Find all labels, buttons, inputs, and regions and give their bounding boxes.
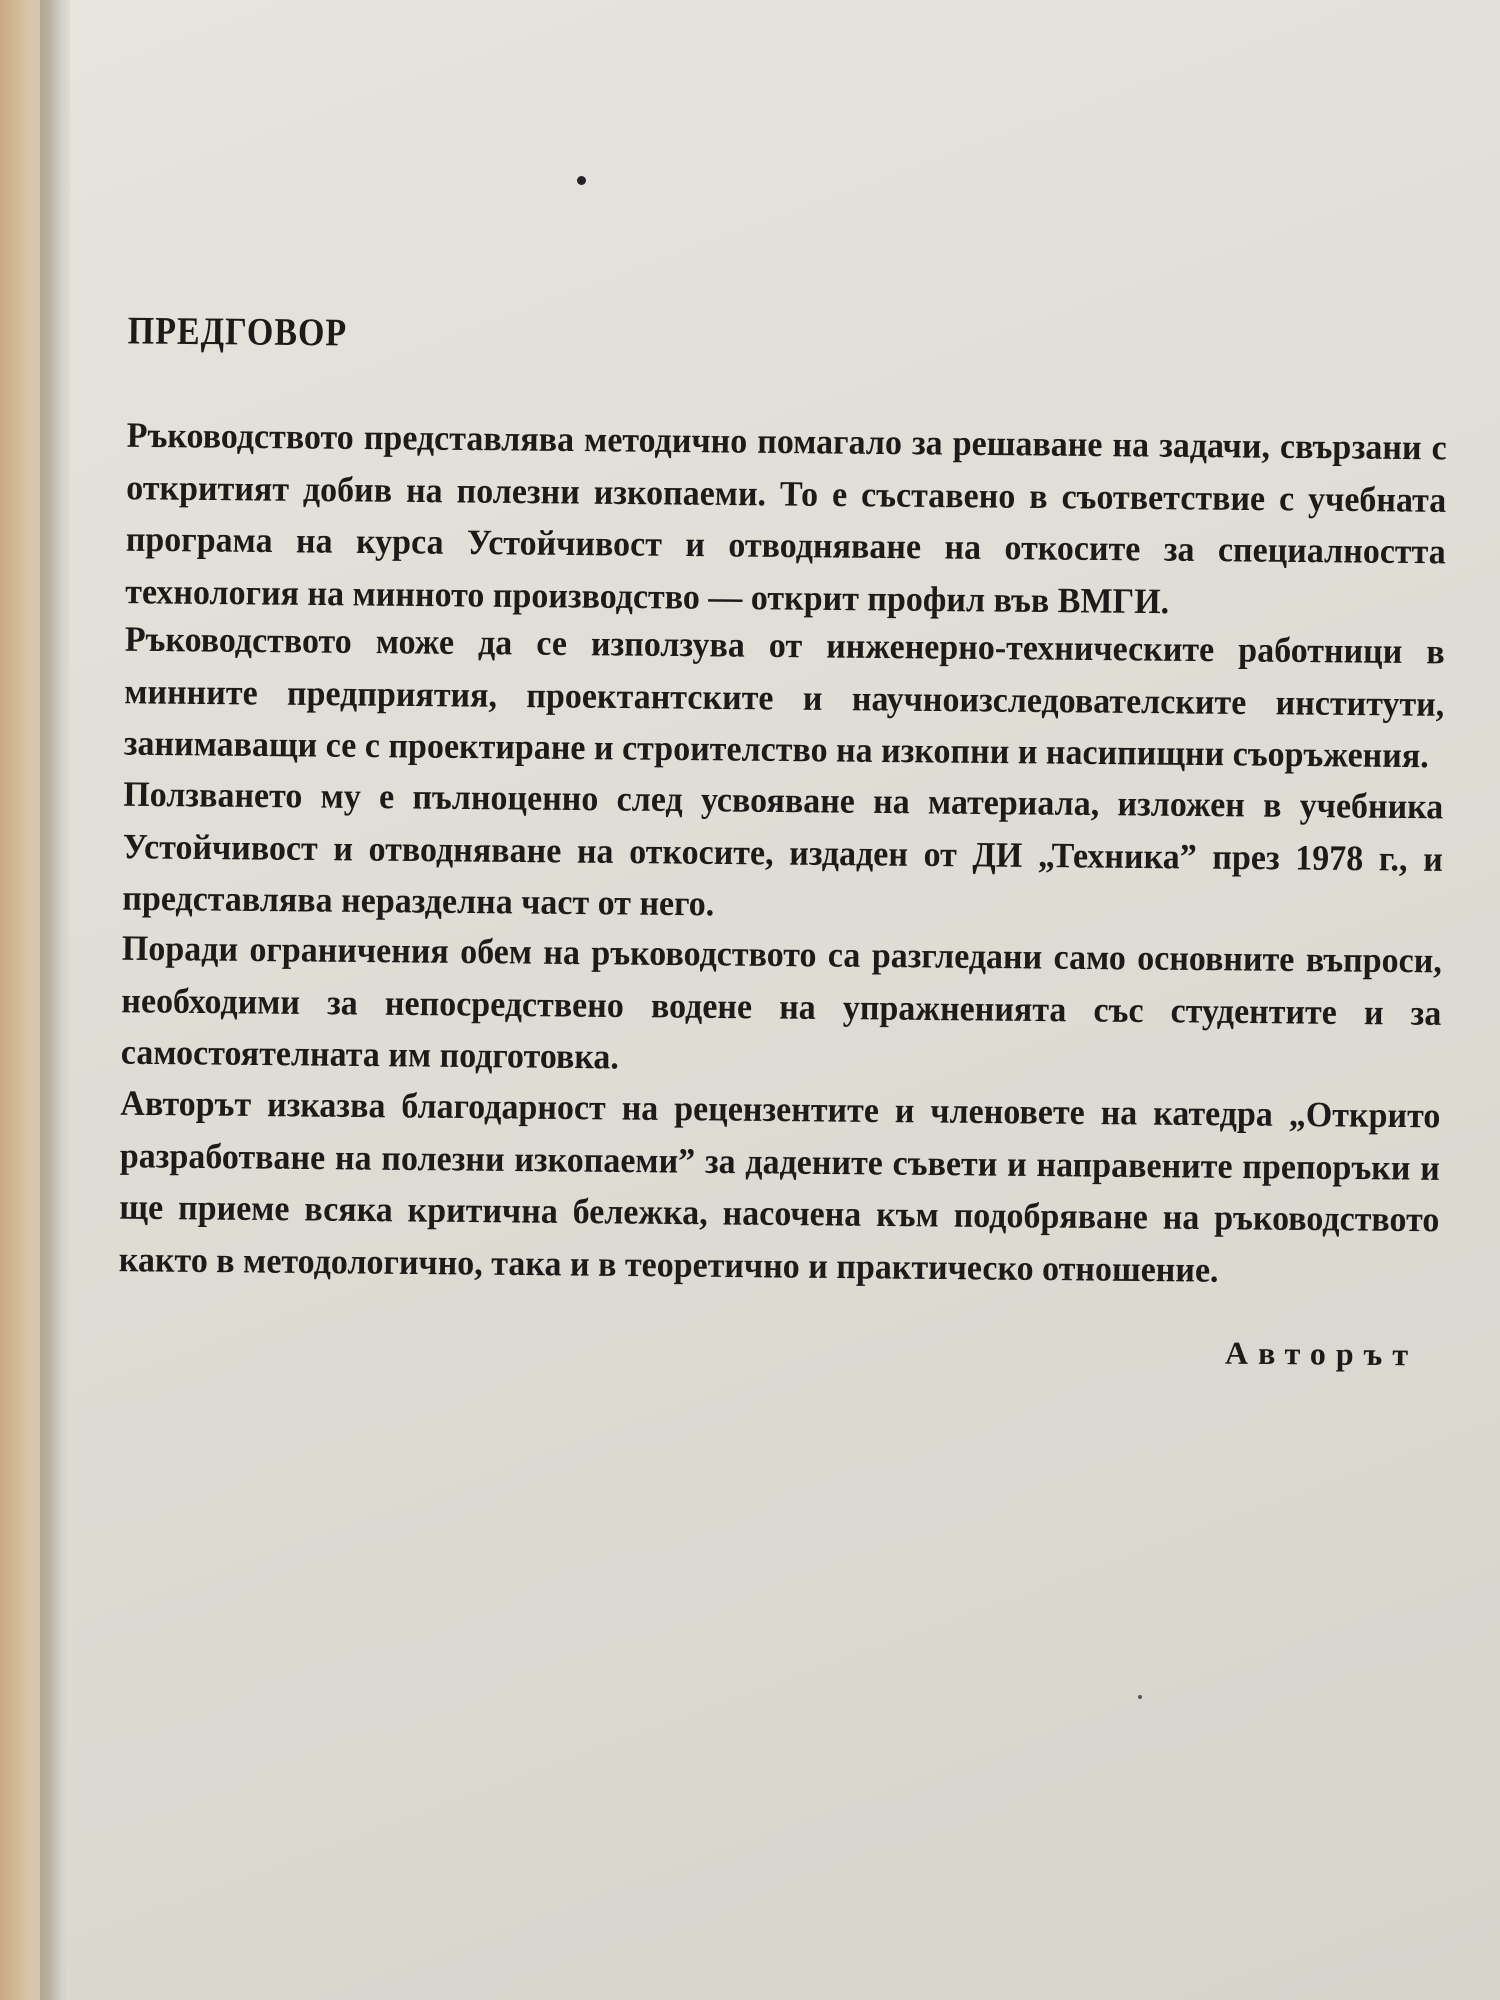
- gutter-shadow: [40, 0, 70, 2000]
- ink-speck: [577, 176, 586, 185]
- paragraph-purpose: Ръководството представлява методично помагало за решаване на задачи, свързани с откритият добив на полезни изкопаеми. То е съставено в съответствие с учебната програма на курса Устойчивост и отводняване на откосите за специалността технология на минното производство — открит профил във ВМГИ.: [125, 416, 1447, 622]
- preface-content: [118, 310, 1448, 1373]
- paragraph-scope: Поради ограничения обем на ръководството са разгледани само основните въпроси, необходими за непосредствено водене на упражненията със студентите и за самостоятелната им подготовка.: [120, 929, 1442, 1077]
- author-signature: Авторът: [1224, 1334, 1419, 1372]
- paragraph-audience: Ръководството може да се използува от инженерно-техническите работници в минните предприятия, проектантските и научноизследователските институти, занимаващи се с проектиране и строителство на изкопни и насипищни съоръжения.: [123, 620, 1445, 776]
- page-title: ПРЕДГОВОР: [127, 310, 348, 355]
- paragraph-prerequisite: Ползването му е пълноценно след усвояване на материала, изложен в учебника Устойчивост и отводняване на откосите, издаден от ДИ „Техника” през 1978 г., и представлява неразделна част от него.: [122, 774, 1444, 924]
- paragraph-acknowledgements: Авторът изказва благодарност на рецензентите и членовете на катедра „Открито разработване на полезни изкопаеми” за дадените съвети и направените препоръки и ще приеме всяка критична бележка, насочена към подобряване на ръководството както в методологично, така и в теоретично и практическо отношение.: [118, 1083, 1441, 1290]
- ink-speck: [1138, 1695, 1142, 1699]
